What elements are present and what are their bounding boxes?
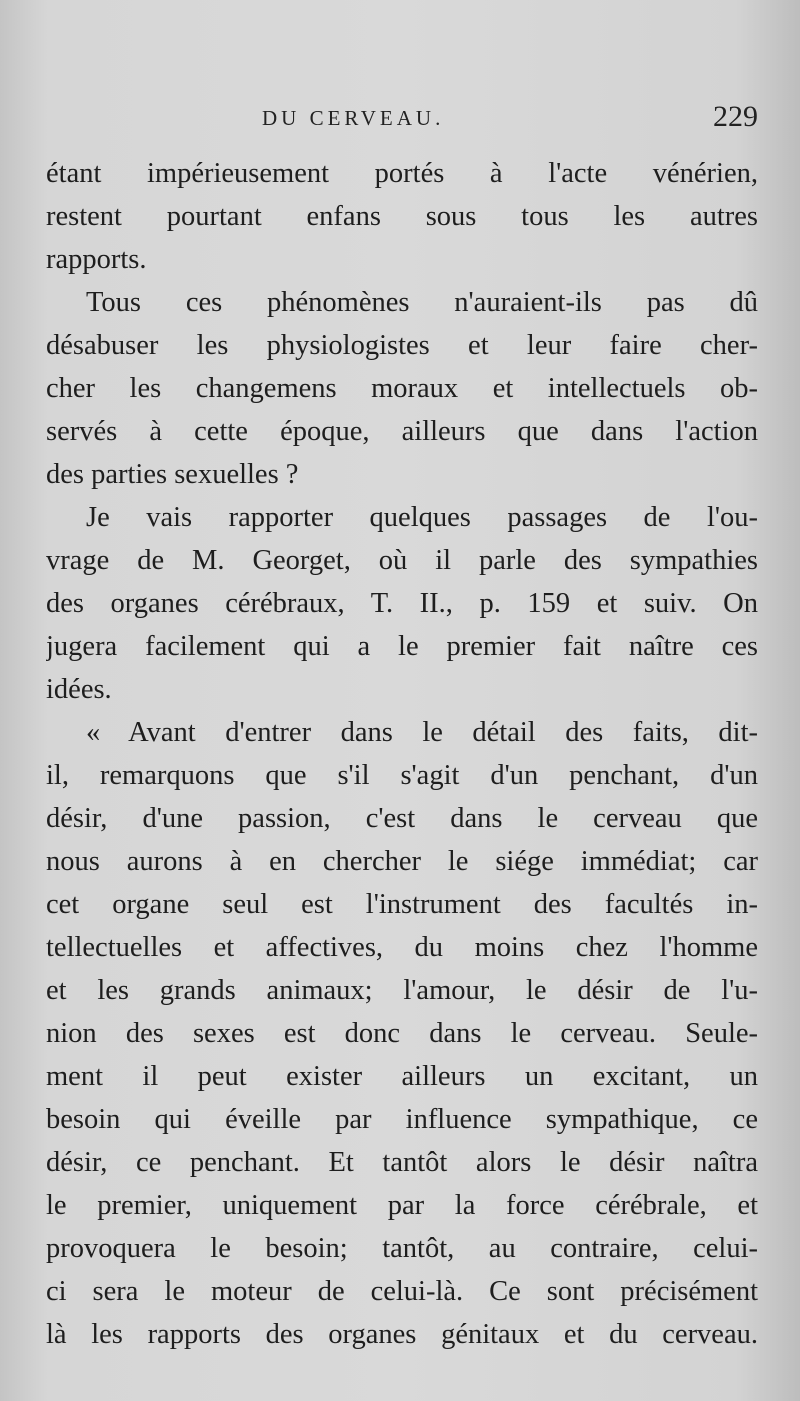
- running-title: DU CERVEAU.: [262, 106, 445, 130]
- text-line: il, remarquons que s'il s'agit d'un penchant, d'un: [46, 760, 758, 791]
- text-line: Tous ces phénomènes n'auraient-ils pas dû: [86, 287, 758, 318]
- text-line: vrage de M. Georget, où il parle des sympathies: [46, 545, 758, 576]
- text-line: rapports.: [46, 244, 147, 275]
- text-line: des parties sexuelles ?: [46, 459, 299, 490]
- text-line: le premier, uniquement par la force cérébrale, et: [46, 1190, 758, 1221]
- text-line: idées.: [46, 674, 112, 705]
- text-line: là les rapports des organes génitaux et du cerveau.: [46, 1319, 758, 1350]
- text-line: désir, d'une passion, c'est dans le cerveau que: [46, 803, 758, 834]
- page-number: 229: [713, 100, 758, 133]
- text-line: cet organe seul est l'instrument des facultés in-: [46, 889, 758, 920]
- text-line: désabuser les physiologistes et leur faire cher-: [46, 330, 758, 361]
- text-line: ment il peut exister ailleurs un excitant, un: [46, 1061, 758, 1092]
- text-line: servés à cette époque, ailleurs que dans l'action: [46, 416, 758, 447]
- page-header: [48, 100, 758, 140]
- text-line: nous aurons à en chercher le siége immédiat; car: [46, 846, 758, 877]
- text-body: [46, 152, 758, 1356]
- text-line: désir, ce penchant. Et tantôt alors le désir naîtra: [46, 1147, 758, 1178]
- text-line: « Avant d'entrer dans le détail des faits, dit-: [86, 717, 758, 748]
- text-line: cher les changemens moraux et intellectuels ob-: [46, 373, 758, 404]
- text-line: besoin qui éveille par influence sympathique, ce: [46, 1104, 758, 1135]
- text-line: étant impérieusement portés à l'acte vénérien,: [46, 158, 758, 189]
- text-line: jugera facilement qui a le premier fait naître ces: [46, 631, 758, 662]
- text-line: et les grands animaux; l'amour, le désir de l'u-: [46, 975, 758, 1006]
- text-line: des organes cérébraux, T. II., p. 159 et suiv. On: [46, 588, 758, 619]
- text-line: restent pourtant enfans sous tous les autres: [46, 201, 758, 232]
- text-line: nion des sexes est donc dans le cerveau. Seule-: [46, 1018, 758, 1049]
- text-line: ci sera le moteur de celui-là. Ce sont précisément: [46, 1276, 758, 1307]
- text-line: tellectuelles et affectives, du moins chez l'homme: [46, 932, 758, 963]
- text-line: Je vais rapporter quelques passages de l'ou-: [86, 502, 758, 533]
- text-line: provoquera le besoin; tantôt, au contraire, celui-: [46, 1233, 758, 1264]
